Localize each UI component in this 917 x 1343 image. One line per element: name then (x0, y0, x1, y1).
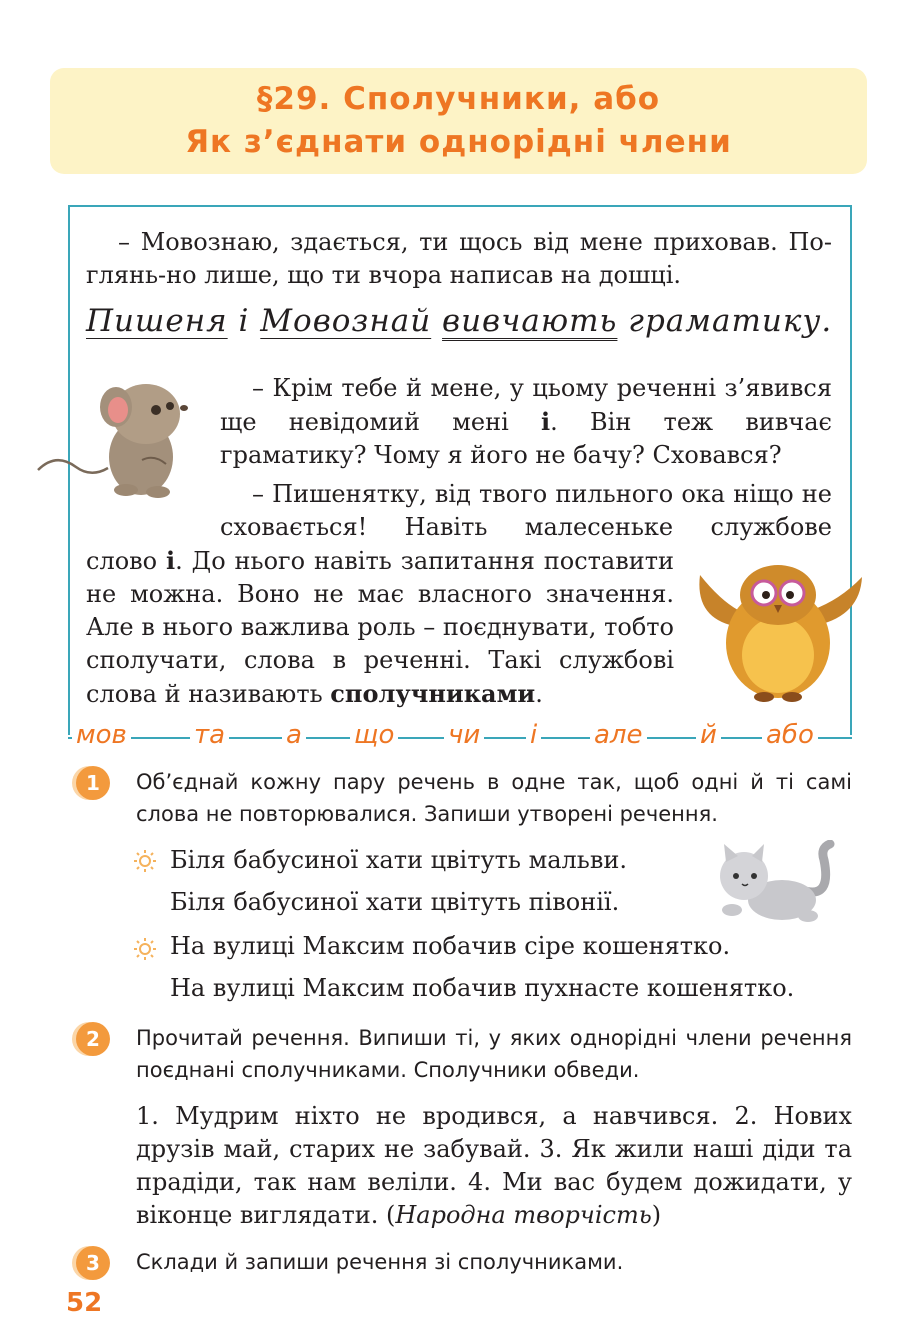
task-1-item-2a: На вулиці Максим побачив сіре кошенятко. (170, 932, 731, 960)
title-banner (50, 68, 867, 174)
dialogue-paragraph-3 (220, 478, 832, 544)
title-line-2: Як з’єднати однорідні члени (185, 124, 732, 160)
hand-word-5: граматику (628, 303, 822, 339)
hand-word-1: Пишеня (86, 303, 228, 339)
dialogue-paragraph-2 (220, 372, 832, 472)
conjunction-word: й (696, 718, 721, 752)
dialogue-bold-i-1: і (541, 407, 551, 436)
conjunction-word: що (350, 718, 398, 752)
handwritten-sentence (86, 303, 846, 339)
task-2-close: ) (651, 1201, 662, 1229)
hand-end: . (821, 303, 833, 339)
task-1-instruction: Об’єднай кожну пару речень в одне так, щоб одні й ті самі слова не повторювалися. Запиши утворені речення. (136, 770, 852, 826)
dialogue-paragraph-1 (86, 226, 832, 292)
task-3-instruction: Склади й запиши речення зі сполучниками. (136, 1250, 624, 1274)
task-2-source: Народна творчість (395, 1201, 652, 1229)
task-2-sentences (136, 1100, 852, 1232)
conjunction-word: а (282, 718, 306, 752)
hand-word-4: вивчають (442, 303, 618, 339)
page-number: 52 (66, 1288, 103, 1318)
conjunction-word: або (762, 718, 818, 752)
hand-word-2: і (238, 303, 250, 339)
dialogue-text-2a: – Крім тебе й мене, у цьому реченні з’явився ще невідомий мені (220, 374, 832, 436)
conjunction-line (68, 718, 852, 752)
sun-bullet-icon (134, 850, 156, 872)
dialogue-text-2c: . Він теж вивчає граматику? Чому я його не бачу? Сховався? (220, 408, 832, 469)
dialogue-text-3a: – Пишенятку, від твого пильного ока ніщо не сховається! Навіть малесеньке службове (220, 480, 832, 541)
dialogue-paragraph-4 (86, 544, 674, 711)
mouse-illustration (36, 372, 206, 502)
dialogue-text-1: – Мовознаю, здається, ти щось від мене приховав. По-глянь-но лише, що ти вчора написав на дошці. (86, 228, 832, 289)
conjunction-word: мов (72, 718, 131, 752)
conjunction-word: і (526, 718, 541, 752)
dialogue-text-4a: слово (86, 547, 167, 575)
task-1-item-2b: На вулиці Максим побачив пухнасте кошенятко. (170, 974, 795, 1002)
title-line-1: §29. Сполучники, або (256, 81, 661, 117)
dialogue-text-4e: . (535, 680, 543, 708)
owl-illustration (690, 555, 870, 705)
task-1-item-1b: Біля бабусиної хати цвітуть півонії. (170, 888, 620, 916)
task-number-3: 3 (76, 1246, 110, 1280)
task-2-instruction: Прочитай речення. Випиши ті, у яких однорідні члени речення поєднані сполучниками. Сполучники обведи. (136, 1026, 852, 1082)
dialogue-bold-i-2: і (166, 546, 176, 575)
conjunction-word: та (190, 718, 229, 752)
task-1-item-1a: Біля бабусиної хати цвітуть мальви. (170, 846, 628, 874)
cat-illustration (712, 840, 842, 930)
task-2-body: 1. Мудрим ніхто не вродився, а навчився. 2. Нових друзів май, старих не забувай. 3. Як жили наші діди та прадіди, так нам веліли. 4. Ми вас будем дожидати, у віконце виглядати. ( (136, 1102, 852, 1229)
dialogue-text-4c: . До нього навіть запитання поставити не можна. Воно не має власного значення. Але в нього важлива роль – поєднувати, тобто сполучати, слова в реченні. Такі службові слова й називають (86, 547, 675, 708)
hand-word-3: Мовознай (260, 303, 432, 339)
dialogue-bold-conjunctions: сполучниками (330, 679, 536, 708)
task-number-2: 2 (76, 1022, 110, 1056)
sun-bullet-icon (134, 938, 156, 960)
conjunction-word: але (590, 718, 647, 752)
conjunction-word: чи (444, 718, 484, 752)
task-number-1: 1 (76, 766, 110, 800)
